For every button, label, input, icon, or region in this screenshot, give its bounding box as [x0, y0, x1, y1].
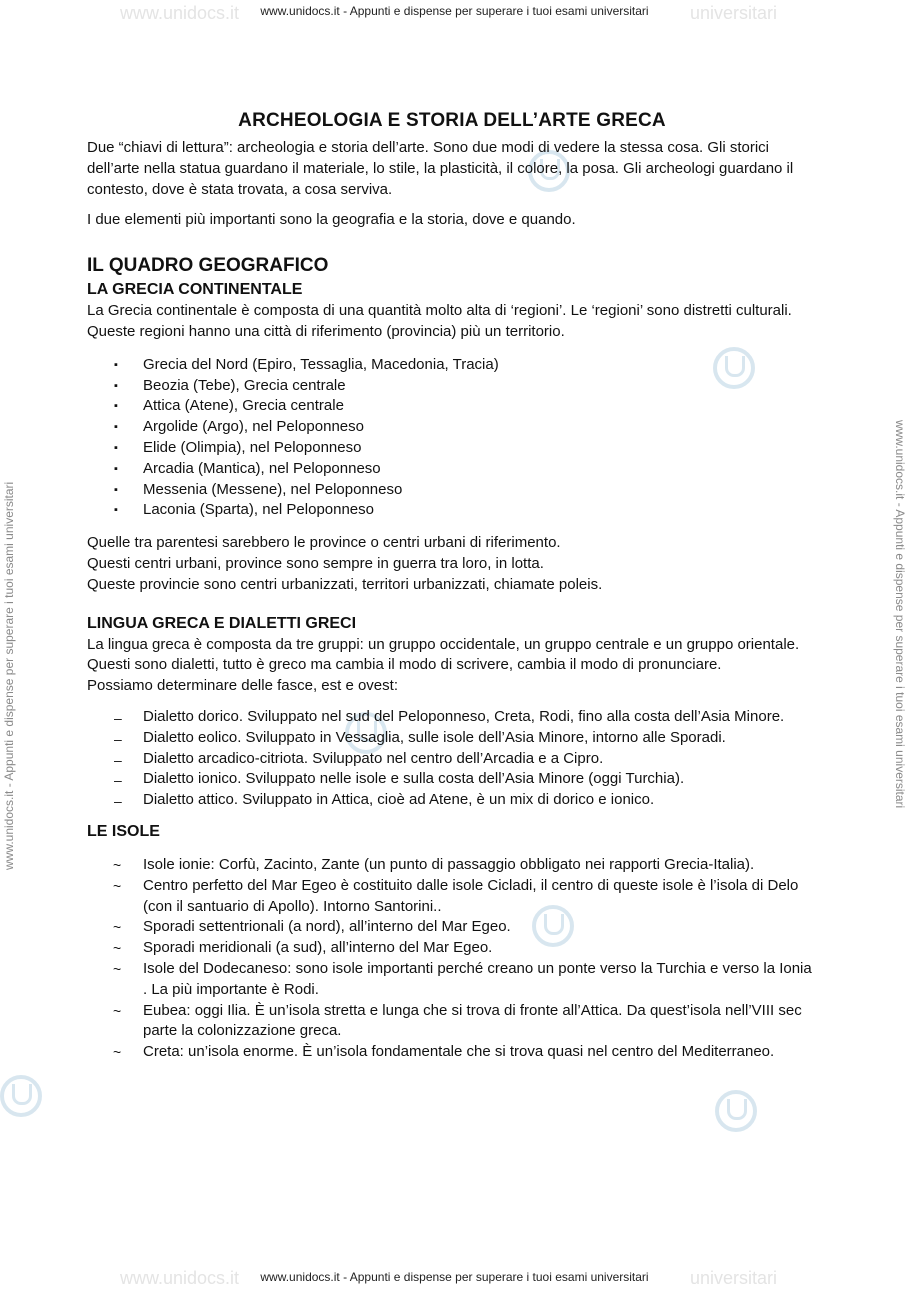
- language-intro: La lingua greca è composta da tre gruppi: un gruppo occidentale, un gruppo centrale e un gruppo orientale. Questi sono dialetti, tutto è greco ma cambia il modo di scrivere, cambia il modo di pronunciare.: [87, 635, 800, 674]
- subsection-heading-isole: LE ISOLE: [87, 822, 160, 840]
- tilde-icon: ~: [113, 1002, 122, 1019]
- tilde-icon: ~: [113, 1044, 122, 1061]
- note-line: Quelle tra parentesi sarebbero le province o centri urbani di riferimento.: [87, 534, 561, 552]
- dash-icon: –: [114, 730, 122, 747]
- list-item: [87, 917, 817, 938]
- watermark-faint-bottom-right: universitari: [690, 1268, 778, 1288]
- list-item: [87, 500, 817, 521]
- continental-intro: La Grecia continentale è composta di una quantità molto alta di ‘regioni’. Le ‘regioni’ sono distretti culturali. Queste regioni hanno una città di riferimento (provincia) più un territorio.: [87, 302, 792, 340]
- list-item: [87, 438, 817, 459]
- list-item: [87, 707, 817, 728]
- list-item: [87, 959, 817, 1001]
- list-item-text: Isole del Dodecaneso: sono isole importanti perché creano un ponte verso la Turchia e verso la Ionia . La più importante è Rodi.: [143, 959, 812, 998]
- list-item: [87, 396, 817, 417]
- list-item: [87, 749, 817, 770]
- list-item-text: Grecia del Nord (Epiro, Tessaglia, Macedonia, Tracia): [143, 355, 499, 373]
- dash-icon: –: [114, 709, 122, 726]
- document-body: [87, 110, 817, 1063]
- watermark-header: www.unidocs.it - Appunti e dispense per superare i tuoi esami universitari: [260, 4, 649, 18]
- watermark-faint-bottom-left: www.unidocs.it: [120, 1268, 240, 1288]
- subsection-heading-continentale: LA GRECIA CONTINENTALE: [87, 281, 303, 299]
- intro-paragraph: Due “chiavi di lettura”: archeologia e storia dell’arte. Sono due modi di vedere la stessa cosa. Gli storici dell’arte nella statua guardano il materiale, lo stile, la plasticità, il colore, la posa. Gli archeologi guardano il contesto, dove è stata trovata, a cosa serviva.: [87, 139, 794, 198]
- list-item: [87, 459, 817, 480]
- list-item: [87, 355, 817, 376]
- watermark-logo-icon: [715, 1090, 757, 1132]
- list-item-text: Dialetto eolico. Sviluppato in Vessaglia, sulle isole dell’Asia Minore, intorno alle Sporadi.: [143, 728, 726, 746]
- continental-notes: [87, 533, 817, 595]
- list-item-text: Arcadia (Mantica), nel Peloponneso: [143, 459, 381, 477]
- list-item-text: Messenia (Messene), nel Peloponneso: [143, 480, 403, 498]
- tilde-icon: ~: [113, 919, 122, 936]
- tilde-icon: ~: [113, 877, 122, 894]
- bullet-icon: ▪: [114, 504, 118, 517]
- list-item-text: Dialetto arcadico-citriota. Sviluppato nel centro dell’Arcadia e a Cipro.: [143, 749, 604, 767]
- dash-icon: –: [114, 793, 122, 810]
- bullet-icon: ▪: [114, 400, 118, 413]
- list-item-text: Centro perfetto del Mar Egeo è costituito dalle isole Cicladi, il centro di queste isole è l’isola di Delo (con il santuario di Apollo). Intorno Santorini..: [143, 876, 799, 915]
- list-item-text: Beozia (Tebe), Grecia centrale: [143, 376, 346, 394]
- dash-icon: –: [114, 751, 122, 768]
- tilde-icon: ~: [113, 940, 122, 957]
- watermark-side-left: www.unidocs.it - Appunti e dispense per superare i tuoi esami universitari: [2, 481, 16, 870]
- bullet-icon: ▪: [114, 358, 118, 371]
- list-item: [87, 417, 817, 438]
- list-item: [87, 769, 817, 790]
- islands-list: [87, 855, 817, 1063]
- list-item: [87, 876, 817, 918]
- watermark-faint-top-left: www.unidocs.it: [120, 3, 240, 23]
- watermark-logo-icon: [0, 1075, 42, 1117]
- list-item: [87, 1001, 817, 1043]
- note-line: Questi centri urbani, province sono sempre in guerra tra loro, in lotta.: [87, 554, 544, 572]
- list-item-text: Eubea: oggi Ilia. È un’isola stretta e lunga che si trova di fronte all’Attica. Da quest’isola nell’VIII sec parte la colonizzazione greca.: [143, 1001, 802, 1040]
- intro-paragraph: I due elementi più importanti sono la geografia e la storia, dove e quando.: [87, 211, 576, 229]
- list-item: [87, 938, 817, 959]
- note-line: Queste provincie sono centri urbanizzati, territori urbanizzati, chiamate poleis.: [87, 575, 603, 593]
- list-item-text: Attica (Atene), Grecia centrale: [143, 397, 344, 415]
- bullet-icon: ▪: [114, 483, 118, 496]
- bullet-icon: ▪: [114, 379, 118, 392]
- subsection-heading-lingua: LINGUA GRECA E DIALETTI GRECI: [87, 614, 357, 632]
- bullet-icon: ▪: [114, 421, 118, 434]
- dialects-list: [87, 707, 817, 811]
- list-item-text: Elide (Olimpia), nel Peloponneso: [143, 438, 362, 456]
- list-item-text: Isole ionie: Corfù, Zacinto, Zante (un punto di passaggio obbligato nei rapporti Grecia-Italia).: [143, 855, 755, 873]
- language-intro-2: Possiamo determinare delle fasce, est e ovest:: [87, 677, 398, 695]
- list-item: [87, 855, 817, 876]
- list-item-text: Dialetto attico. Sviluppato in Attica, cioè ad Atene, è un mix di dorico e ionico.: [143, 791, 655, 809]
- list-item-text: Argolide (Argo), nel Peloponneso: [143, 418, 364, 436]
- list-item-text: Dialetto dorico. Sviluppato nel sud del Peloponneso, Creta, Rodi, fino alla costa dell’Asia Minore.: [143, 707, 785, 725]
- list-item: [87, 790, 817, 811]
- dash-icon: –: [114, 772, 122, 789]
- list-item-text: Laconia (Sparta), nel Peloponneso: [143, 501, 374, 519]
- section-heading-geografico: IL QUADRO GEOGRAFICO: [87, 255, 329, 277]
- list-item: [87, 376, 817, 397]
- tilde-icon: ~: [113, 960, 122, 977]
- list-item: [87, 1042, 817, 1063]
- list-item-text: Dialetto ionico. Sviluppato nelle isole e sulla costa dell’Asia Minore (oggi Turchia).: [143, 770, 685, 788]
- list-item-text: Creta: un’isola enorme. È un’isola fondamentale che si trova quasi nel centro del Mediterraneo.: [143, 1043, 775, 1061]
- watermark-footer: www.unidocs.it - Appunti e dispense per superare i tuoi esami universitari: [260, 1270, 649, 1284]
- regions-list: [87, 355, 817, 521]
- document-title: ARCHEOLOGIA E STORIA DELL’ARTE GRECA: [238, 110, 666, 131]
- bullet-icon: ▪: [114, 462, 118, 475]
- bullet-icon: ▪: [114, 441, 118, 454]
- list-item: [87, 728, 817, 749]
- list-item: [87, 480, 817, 501]
- tilde-icon: ~: [113, 856, 122, 873]
- watermark-side-right: www.unidocs.it - Appunti e dispense per superare i tuoi esami universitari: [893, 420, 907, 809]
- list-item-text: Sporadi settentrionali (a nord), all’interno del Mar Egeo.: [143, 918, 511, 936]
- list-item-text: Sporadi meridionali (a sud), all’interno del Mar Egeo.: [143, 939, 493, 957]
- watermark-faint-top-right: universitari: [690, 3, 778, 23]
